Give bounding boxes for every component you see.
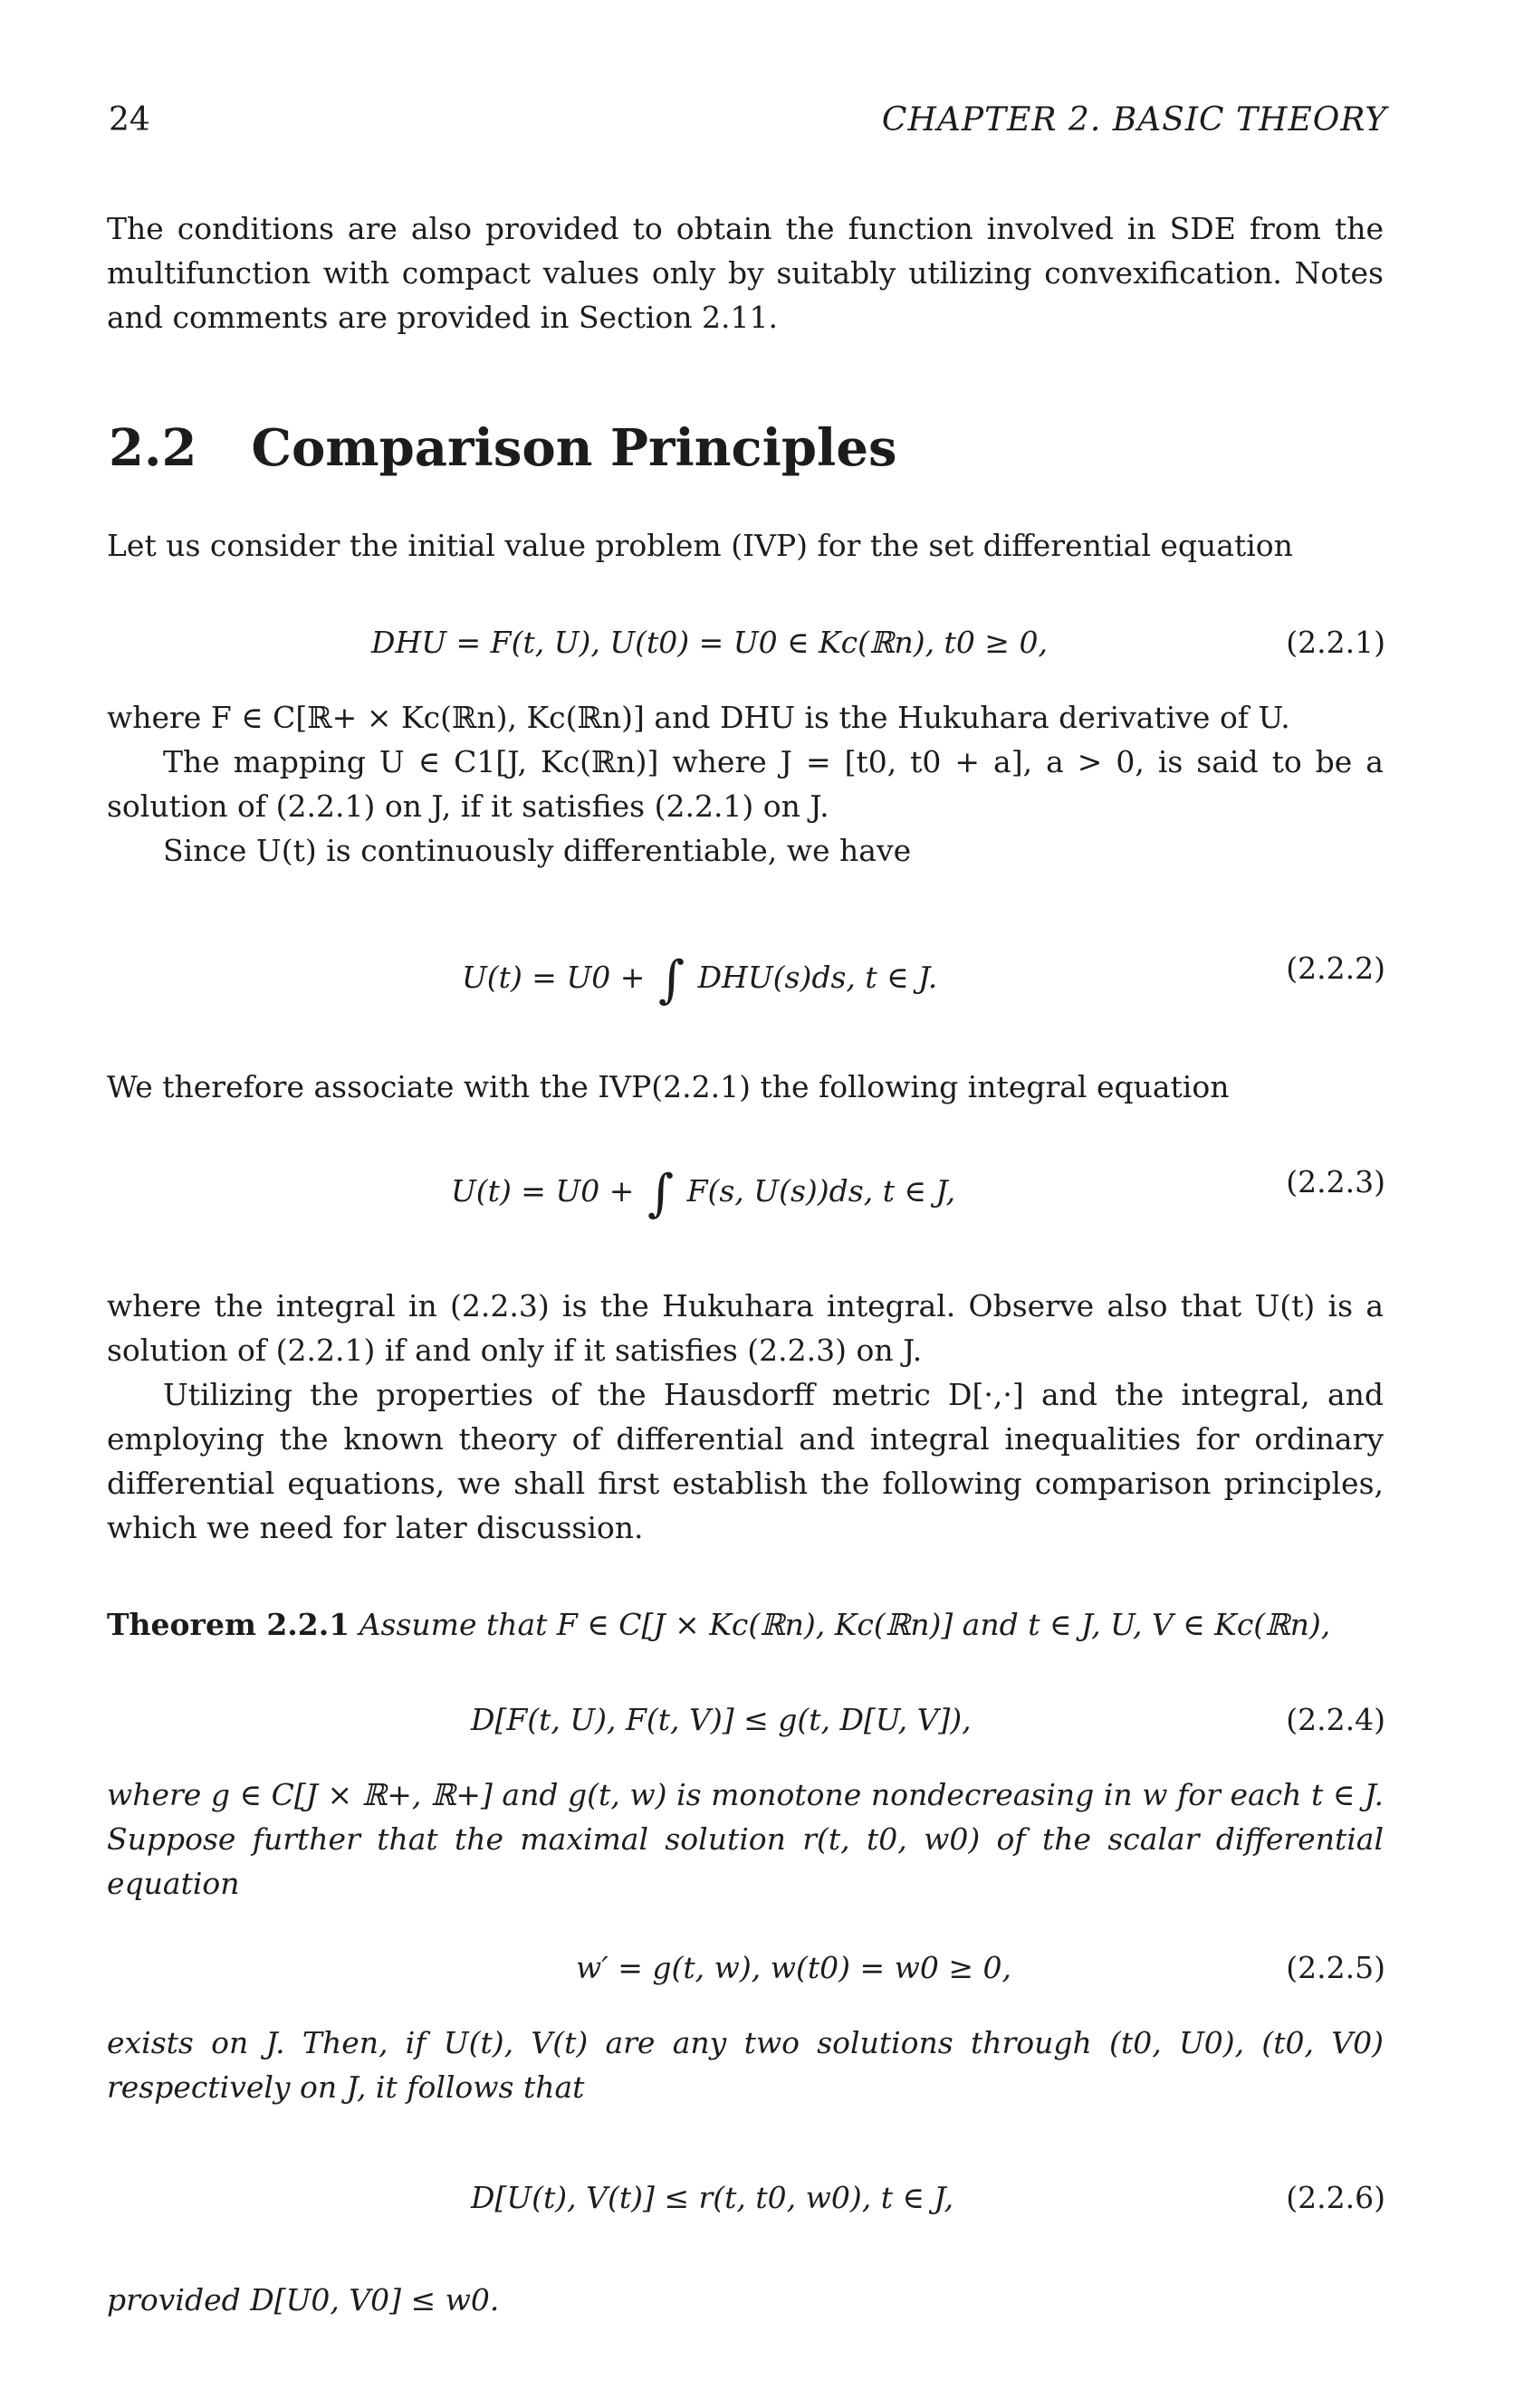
equation-body: D[U(t), V(t)] ≤ r(t, t0, w0), t ∈ J, [471, 2180, 954, 2215]
equation-body [462, 951, 937, 1009]
equation-body: w′ = g(t, w), w(t0) = w0 ≥ 0, [576, 1950, 1011, 1985]
running-head: CHAPTER 2. BASIC THEORY [881, 101, 1387, 139]
theorem-provided-paragraph: provided D[U0, V0] ≤ w0. [107, 2282, 500, 2317]
equation-number: (2.2.2) [1286, 951, 1385, 986]
therefore-block [107, 1065, 1384, 1109]
theorem-block [107, 1602, 1384, 1647]
equation-lhs: U(t) = U0 + [451, 1173, 635, 1209]
equation-2-2-5 [107, 1950, 1385, 2001]
since-paragraph: Since U(t) is continuously differentiable, we have [163, 833, 912, 868]
equation-2-2-1 [107, 625, 1385, 675]
theorem-where-block [107, 1773, 1384, 1906]
equation-number: (2.2.1) [1286, 625, 1385, 660]
integral-sign: ∫ [647, 1164, 675, 1223]
section-number: 2.2 [109, 418, 197, 478]
equation-number: (2.2.4) [1286, 1702, 1385, 1737]
equation-body: DHU = F(t, U), U(t0) = U0 ∈ Kc(ℝn), t0 ≥ 0, [371, 625, 1048, 660]
theorem-exists-block [107, 2021, 1384, 2109]
therefore-paragraph: We therefore associate with the IVP(2.2.1) the following integral equation [107, 1069, 1230, 1104]
hukuhara-integral-paragraph: where the integral in (2.2.3) is the Hukuhara integral. Observe also that U(t) is a solution of (2.2.1) if and only if it satisfies (2.2.3) on J. [107, 1288, 1384, 1368]
equation-2-2-4 [107, 1702, 1385, 1753]
utilizing-paragraph: Utilizing the properties of the Hausdorff metric D[·,·] and the integral, and employing the known theory of differential and integral inequalities for ordinary differential equations, we shall first establish the following comparison principles, which we need for later discussion. [107, 1377, 1384, 1545]
equation-rhs: F(s, U(s))ds, t ∈ J, [686, 1173, 956, 1209]
equation-lhs: U(t) = U0 + [462, 960, 646, 995]
equation-2-2-6 [107, 2180, 1385, 2231]
mapping-paragraph: The mapping U ∈ C1[J, Kc(ℝn)] where J = [t0, t0 + a], a > 0, is said to be a solution of (2.2.1) on J, if it satisfies (2.2.1) on J. [107, 744, 1384, 824]
equation-number: (2.2.3) [1286, 1164, 1385, 1199]
theorem-provided-block [107, 2278, 1384, 2322]
integral-sign: ∫ [657, 951, 685, 1009]
equation-rhs: DHU(s)ds, t ∈ J. [697, 960, 938, 995]
where-paragraph: where F ∈ C[ℝ+ × Kc(ℝn), Kc(ℝn)] and DHU is the Hukuhara derivative of U. [107, 700, 1290, 735]
equation-body: D[F(t, U), F(t, V)] ≤ g(t, D[U, V]), [471, 1702, 972, 1737]
equation-number: (2.2.6) [1286, 2180, 1385, 2215]
ivp-block [107, 523, 1384, 568]
page-number: 24 [109, 101, 150, 139]
definition-block [107, 695, 1384, 873]
intro-block [107, 206, 1384, 339]
theorem-where-paragraph: where g ∈ C[J × ℝ+, ℝ+] and g(t, w) is monotone nondecreasing in w for each t ∈ J. Suppose further that the maximal solution r(t, t0, w0) of the scalar differential equation [107, 1777, 1384, 1901]
equation-2-2-2 [107, 951, 1385, 1009]
discussion-block [107, 1284, 1384, 1550]
equation-number: (2.2.5) [1286, 1950, 1385, 1985]
equation-2-2-3 [107, 1164, 1385, 1223]
theorem-assumption: Assume that F ∈ C[J × Kc(ℝn), Kc(ℝn)] and t ∈ J, U, V ∈ Kc(ℝn), [359, 1607, 1331, 1642]
theorem-label: Theorem 2.2.1 [107, 1607, 350, 1642]
theorem-statement [107, 1602, 1384, 1647]
section-title: Comparison Principles [251, 418, 897, 478]
section-heading [109, 418, 896, 478]
ivp-paragraph: Let us consider the initial value problem (IVP) for the set differential equation [107, 528, 1293, 563]
theorem-exists-paragraph: exists on J. Then, if U(t), V(t) are any two solutions through (t0, U0), (t0, V0) respectively on J, it follows that [107, 2025, 1384, 2105]
equation-body [451, 1164, 955, 1223]
intro-paragraph: The conditions are also provided to obtain the function involved in SDE from the multifunction with compact values only by suitably utilizing convexification. Notes and comments are provided in Section 2.11. [107, 211, 1384, 335]
